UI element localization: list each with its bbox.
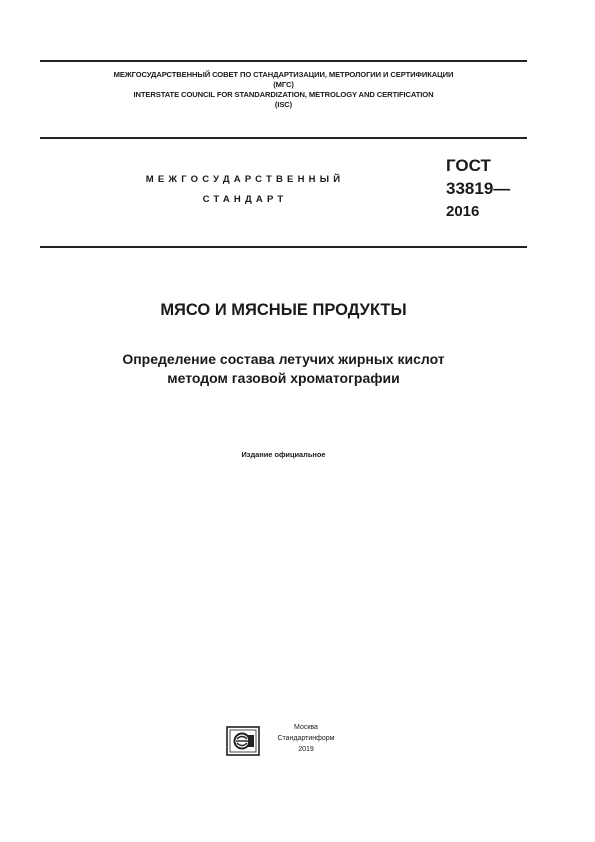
council-abbr-en: (ISC) — [274, 100, 293, 109]
council-name-en: INTERSTATE COUNCIL FOR STANDARDIZATION, METROLOGY AND CERTIFICATION — [133, 90, 434, 99]
standard-type-line1: МЕЖГОСУДАРСТВЕННЫЙ — [145, 174, 345, 185]
standartinform-logo-icon — [226, 726, 260, 756]
council-name-ru: МЕЖГОСУДАРСТВЕННЫЙ СОВЕТ ПО СТАНДАРТИЗАЦИИ, МЕТРОЛОГИИ И СЕРТИФИКАЦИИ — [113, 70, 454, 79]
document-subtitle — [40, 350, 527, 388]
publisher-name: Стандартинформ — [277, 735, 335, 742]
gost-prefix: ГОСТ — [446, 156, 491, 175]
middle-rule — [40, 137, 527, 139]
council-abbr-ru: (МГС) — [273, 80, 294, 89]
top-rule — [40, 60, 527, 62]
subtitle-line2: методом газовой хроматографии — [167, 370, 400, 386]
gost-designation — [446, 154, 510, 223]
document-title: МЯСО И МЯСНЫЕ ПРОДУКТЫ — [160, 301, 407, 319]
standard-type-line2: СТАНДАРТ — [202, 194, 288, 205]
edition-note: Издание официальное — [241, 450, 326, 459]
publisher-city: Москва — [294, 724, 318, 731]
publisher-info — [266, 722, 346, 755]
subtitle-line1: Определение состава летучих жирных кислот — [122, 351, 445, 367]
gost-year: 2016 — [446, 203, 480, 220]
council-header — [40, 70, 527, 110]
lower-rule — [40, 246, 527, 248]
gost-number: 33819— — [446, 179, 511, 198]
standard-type — [120, 170, 370, 210]
publisher-year: 2019 — [298, 746, 314, 753]
publisher-block — [226, 722, 346, 772]
